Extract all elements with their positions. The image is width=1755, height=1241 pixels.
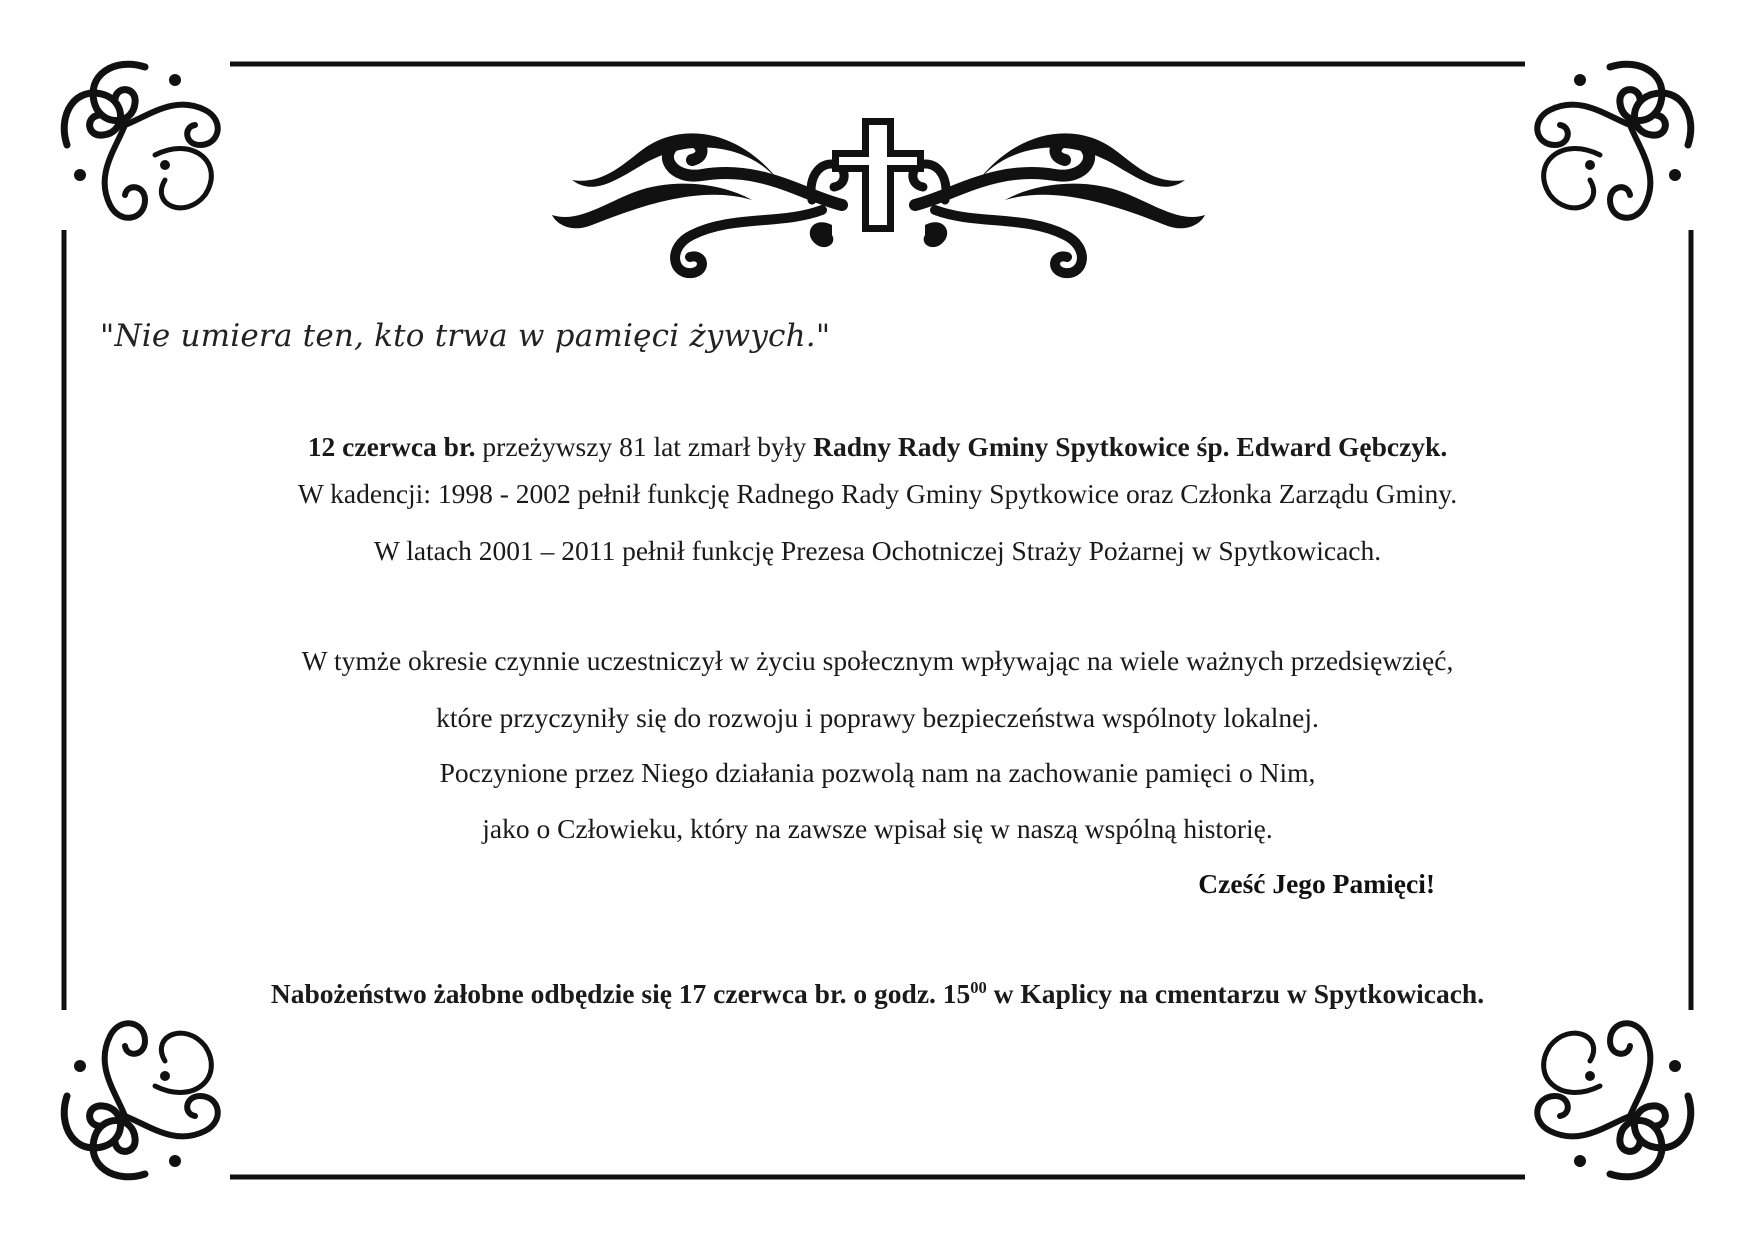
closing-phrase: Cześć Jego Pamięci! (1198, 868, 1435, 899)
announcement-line-3: W latach 2001 – 2011 pełnił funkcję Prezesa Ochotniczej Straży Pożarnej w Spytkowicach. (373, 535, 1382, 566)
service-info (0, 978, 1755, 1010)
floral-ornament-icon (913, 133, 1205, 273)
service-text: Nabożeństwo żałobne odbędzie się 17 czerwca br. o godz. 15 (270, 978, 971, 1009)
corner-flourish-icon (64, 1023, 218, 1177)
tribute-line-4: jako o Człowieku, który na zawsze wpisał się w naszą wspólną historię. (482, 813, 1273, 844)
announcement-line-2: W kadencji: 1998 - 2002 pełnił funkcję Radnego Rady Gminy Spytkowice oraz Członka Zarządu Gminy. (297, 478, 1458, 509)
floral-ornament-icon (552, 133, 844, 273)
service-location: w Kaplicy na cmentarzu w Spytkowicach. (986, 978, 1485, 1009)
announcement-text: przeżywszy 81 lat zmarł były (475, 431, 814, 462)
tribute-line-3: Poczynione przez Niego działania pozwolą nam na zachowanie pamięci o Nim, (439, 757, 1316, 788)
death-date: 12 czerwca br. (307, 431, 476, 462)
corner-flourish-icon (1537, 1023, 1691, 1177)
tribute-line-2: które przyczyniły się do rozwoju i poprawy bezpieczeństwa wspólnoty lokalnej. (436, 702, 1319, 733)
corner-flourish-icon (1537, 64, 1691, 218)
memorial-quote: "Nie umiera ten, kto trwa w pamięci żywych." (100, 318, 831, 354)
corner-flourish-icon (64, 64, 218, 218)
service-time-minutes: 00 (970, 977, 987, 997)
deceased-name: Radny Rady Gminy Spytkowice śp. Edward Gębczyk. (813, 431, 1448, 462)
tribute-line-1: W tymże okresie czynnie uczestniczył w życiu społecznym wpływając na wiele ważnych przedsięwzięć, (301, 645, 1454, 676)
announcement-line-1 (0, 431, 1755, 463)
